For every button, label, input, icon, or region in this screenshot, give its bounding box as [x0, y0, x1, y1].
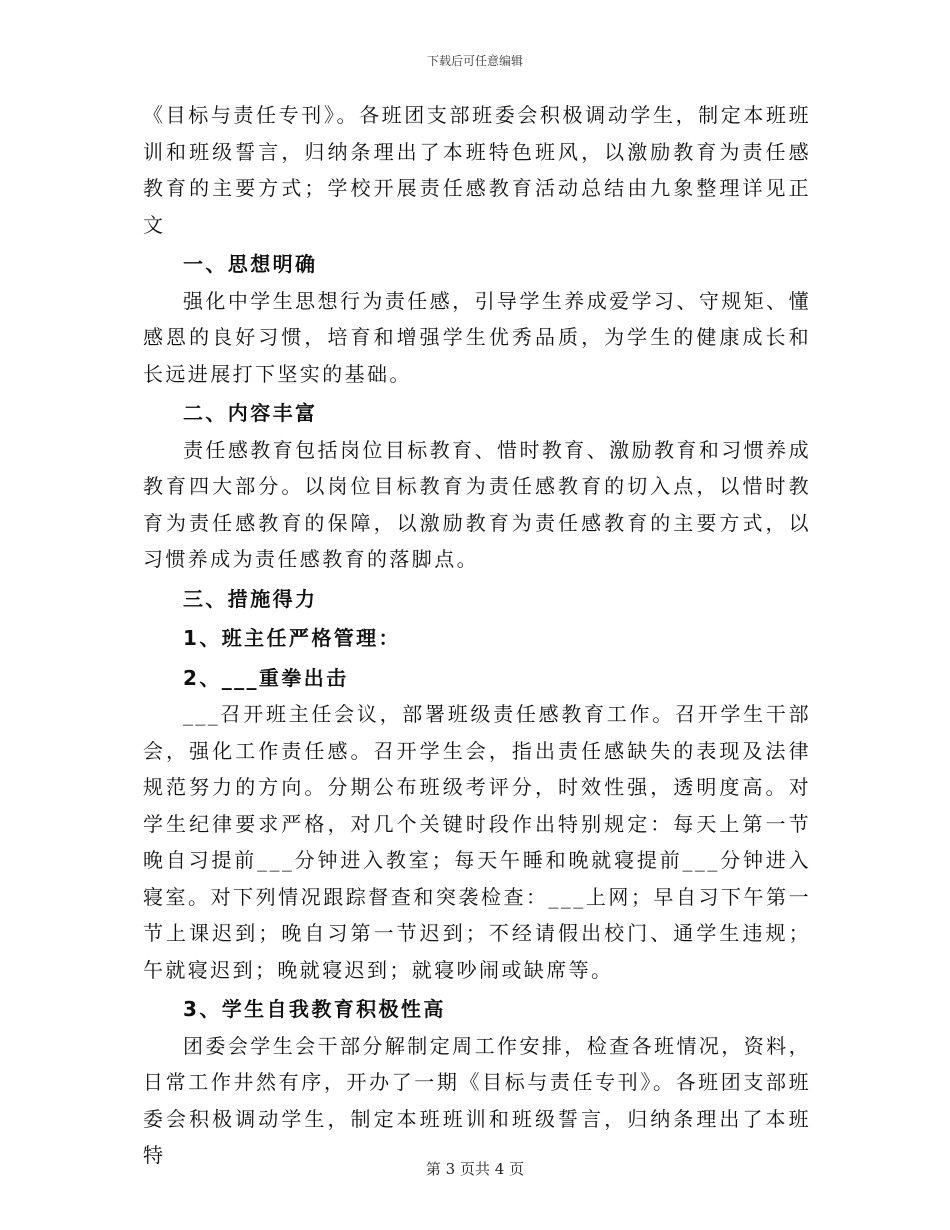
- section-3-heading: 三、措施得力: [183, 586, 318, 611]
- page-header: 下载后可任意编辑: [426, 54, 523, 68]
- subsection-3-paragraph: 团委会学生会干部分解制定周工作安排，检查各班情况，资料，日常工作井然有序，开办了一期《目标与责任专刊》。各班团支部班委会积极调动学生，制定本班班训和班级誓言，归纳条理出了本班特: [143, 1033, 811, 1167]
- subsection-2-heading: 2、___重拳出击: [183, 665, 349, 690]
- section-2-heading: 二、内容丰富: [183, 401, 318, 425]
- subsection-3-heading: 3、学生自我教育积极性高: [183, 997, 446, 1021]
- section-1-heading: 一、思想明确: [183, 252, 318, 276]
- section-1-paragraph: 强化中学生思想行为责任感，引导学生养成爱学习、守规矩、懂感恩的良好习惯，培育和增强学生优秀品质，为学生的健康成长和长远进展打下坚实的基础。: [143, 288, 811, 386]
- subsection-2-paragraph: ___召开班主任会议，部署班级责任感教育工作。召开学生干部会，强化工作责任感。召开学生会，指出责任感缺失的表现及法律规范努力的方向。分期公布班级考评分，时效性强，透明度高。对学生纪律要求严格，对几个关键时段作出特别规定：每天上第一节晚自习提前___分钟进入教室；每天午睡和晚就寝提前___分钟进入寝室。对下列情况跟踪督查和突袭检查：___上网；早自习下午第一节上课迟到；晚自习第一节迟到；不经请假出校门、通学生违规；午就寝迟到；晚就寝迟到；就寝吵闹或缺席等。: [143, 702, 811, 982]
- subsection-1-heading: 1、班主任严格管理：: [183, 626, 401, 650]
- document-body: [143, 97, 811, 1174]
- page-number-footer: 第 3 页共 4 页: [425, 1160, 525, 1178]
- intro-paragraph: 《目标与责任专刊》。各班团支部班委会积极调动学生，制定本班班训和班级誓言，归纳条理出了本班特色班风，以激励教育为责任感教育的主要方式；学校开展责任感教育活动总结由九象整理详见正文: [143, 103, 811, 237]
- section-2-paragraph: 责任感教育包括岗位目标教育、惜时教育、激励教育和习惯养成教育四大部分。以岗位目标教育为责任感教育的切入点，以惜时教育为责任感教育的保障，以激励教育为责任感教育的主要方式，以习惯养成为责任感教育的落脚点。: [143, 437, 811, 571]
